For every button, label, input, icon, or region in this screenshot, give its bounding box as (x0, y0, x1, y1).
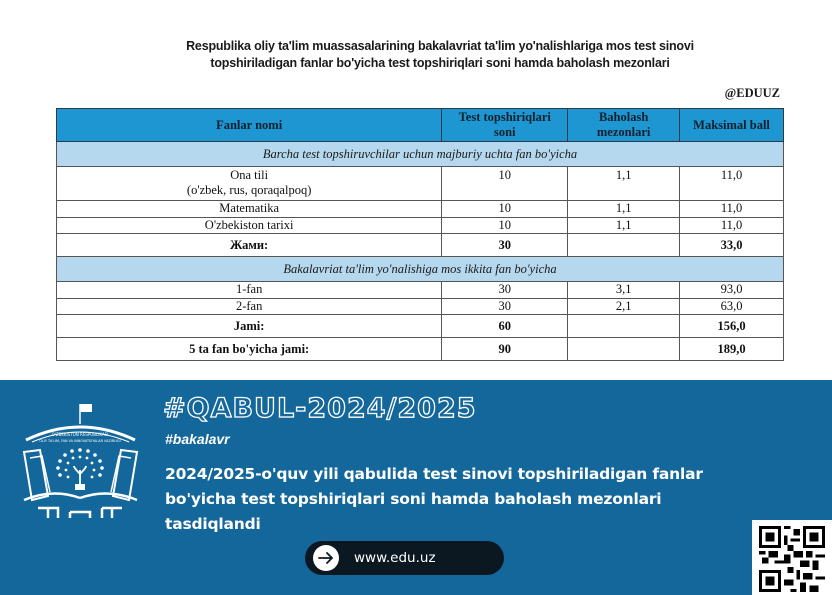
subject-name: O'zbekiston tarixi (57, 217, 442, 234)
criteria-value: 1,1 (568, 201, 680, 218)
website-url: www.edu.uz (354, 550, 436, 566)
subject-name-main: Ona tili (230, 168, 269, 182)
subject-name (57, 167, 442, 201)
subtotal-label: Jami: (57, 315, 442, 338)
qr-code-icon (752, 520, 832, 595)
subtotal-criteria (568, 234, 680, 257)
criteria-value: 2,1 (568, 298, 680, 315)
headline-line-2: bo'yicha test topshiriqlari soni hamda baholash mezonlari (165, 490, 662, 508)
document-title-line-2: topshiriladigan fanlar bo'yicha test topshiriqlari soni hamda baholash mezonlari (210, 56, 670, 70)
grand-total-criteria (568, 338, 680, 361)
grand-total-label: 5 ta fan bo'yicha jami: (57, 338, 442, 361)
subject-name: 1-fan (57, 282, 442, 299)
header-task-count: Test topshiriqlari soni (442, 109, 568, 142)
subtotal-row (57, 315, 784, 338)
section-title: Barcha test topshiruvchilar uchun majburiy uchta fan bo'yicha (57, 142, 784, 167)
subtotal-count: 30 (442, 234, 568, 257)
banner-headline (165, 462, 705, 537)
hashtag-bakalavr: #bakalavr (165, 431, 230, 447)
table-row (57, 201, 784, 218)
max-score: 11,0 (680, 217, 784, 234)
grand-total-max: 189,0 (680, 338, 784, 361)
arrow-right-icon (313, 545, 339, 571)
section-row-mandatory (57, 142, 784, 167)
max-score: 93,0 (680, 282, 784, 299)
section-row-specialty (57, 257, 784, 282)
task-count: 10 (442, 201, 568, 218)
subtotal-max: 33,0 (680, 234, 784, 257)
svg-text:OLIY TA'LIM, FAN VA INNOVATSIY: OLIY TA'LIM, FAN VA INNOVATSIYALAR VAZIRLIGI (39, 439, 121, 443)
task-count: 30 (442, 282, 568, 299)
criteria-table (56, 108, 784, 361)
subtotal-row (57, 234, 784, 257)
max-score: 11,0 (680, 201, 784, 218)
table-row (57, 298, 784, 315)
subject-name: Matematika (57, 201, 442, 218)
eduuz-watermark: @EDUUZ (724, 86, 780, 100)
max-score: 63,0 (680, 298, 784, 315)
criteria-value: 1,1 (568, 167, 680, 201)
grand-total-row (57, 338, 784, 361)
table-header-row (57, 109, 784, 142)
subject-name: 2-fan (57, 298, 442, 315)
subtotal-count: 60 (442, 315, 568, 338)
table-row (57, 217, 784, 234)
document-title-line-1: Respublika oliy ta'lim muassasalarining bakalavriat ta'lim yo'nalishlariga mos test sinovi (186, 39, 694, 53)
svg-text:O'ZBEKISTON RESPUBLIKASI: O'ZBEKISTON RESPUBLIKASI (51, 432, 109, 437)
announcement-banner (0, 380, 832, 595)
ministry-logo-icon (18, 400, 143, 522)
grand-total-count: 90 (442, 338, 568, 361)
document-title (90, 38, 790, 72)
section-title: Bakalavriat ta'lim yo'nalishiga mos ikkita fan bo'yicha (57, 257, 784, 282)
table-row (57, 282, 784, 299)
headline-line-3: tasdiqlandi (165, 515, 261, 533)
max-score: 11,0 (680, 167, 784, 201)
criteria-value: 3,1 (568, 282, 680, 299)
table-row (57, 167, 784, 201)
subtotal-label: Жами: (57, 234, 442, 257)
subtotal-criteria (568, 315, 680, 338)
headline-line-1: 2024/2025-o'quv yili qabulida test sinovi topshiriladigan fanlar (165, 465, 703, 483)
header-subject-name: Fanlar nomi (57, 109, 442, 142)
task-count: 30 (442, 298, 568, 315)
header-max-score: Maksimal ball (680, 109, 784, 142)
task-count: 10 (442, 167, 568, 201)
subtotal-max: 156,0 (680, 315, 784, 338)
subject-name-sub: (o'zbek, rus, qoraqalpoq) (186, 183, 312, 197)
header-criteria: Baholash mezonlari (568, 109, 680, 142)
criteria-value: 1,1 (568, 217, 680, 234)
task-count: 10 (442, 217, 568, 234)
website-link-button[interactable] (305, 541, 504, 575)
hashtag-qabul: #QABUL-2024/2025 (163, 393, 477, 424)
